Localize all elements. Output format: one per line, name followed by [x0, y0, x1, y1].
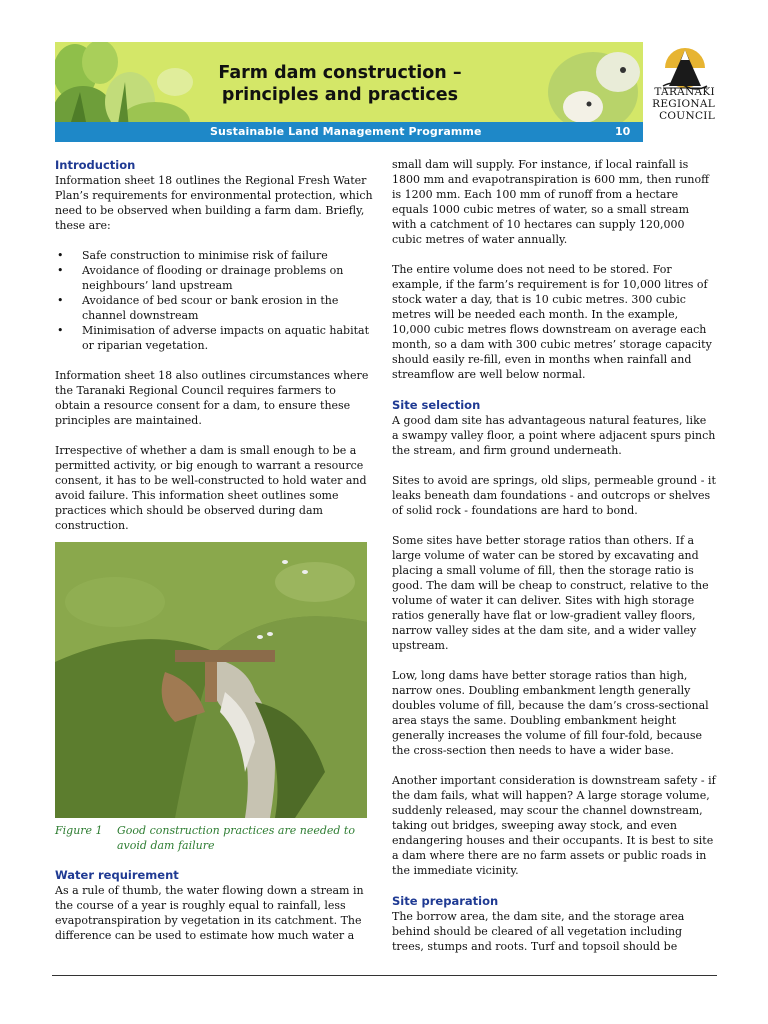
left-column — [55, 157, 373, 548]
principles-list — [55, 248, 373, 353]
programme-strip — [55, 122, 643, 142]
list-item: • Avoidance of bed scour or bank erosion in the channel downstream — [82, 293, 373, 323]
heading-site-preparation: Site preparation — [392, 894, 499, 908]
paragraph: A good dam site has advantageous natural features, like a swampy valley floor, a point where adjacent spurs pinch the stream, and firm ground underneath. — [392, 414, 716, 457]
paragraph: Low, long dams have better storage ratios than high, narrow ones. Doubling embankment length generally doubles volume of fill, because the dam’s cross-sectional area stays the same. Doubling embankment height generally increases the volume of fill four-fold, because the cross-section then needs to have a wider base. — [392, 669, 709, 757]
paragraph: The borrow area, the dam site, and the storage area behind should be cleared of all vegetation including trees, stumps and roots. Turf and topsoil should be — [392, 910, 685, 953]
heading-water-requirement: Water requirement — [55, 868, 179, 882]
list-item: • Minimisation of adverse impacts on aquatic habitat or riparian vegetation. — [82, 323, 373, 353]
heading-introduction: Introduction — [55, 158, 136, 172]
sheet-number: 10 — [615, 125, 631, 138]
stream-photo — [55, 542, 367, 818]
footer-rule — [52, 975, 717, 976]
paragraph: As a rule of thumb, the water flowing down a stream in the course of a year is roughly equal to rainfall, less evapotranspiration by vegetation in its catchment. The difference can be used to estimate how much water a — [55, 884, 364, 942]
paragraph: The entire volume does not need to be stored. For example, if the farm’s requirement is for 10,000 litres of stock water a day, that is 10 cubic metres. 300 cubic metres will be needed each month. In the example, 10,000 cubic metres flows downstream on average each month, so a dam with 300 cubic metres’ storage capacity should easily re-fill, even in months when rainfall and streamflow are well below normal. — [392, 263, 712, 381]
paragraph: Some sites have better storage ratios than others. If a large volume of water can be stored by excavating and placing a small volume of fill, then the storage ratio is good. The dam will be cheap to construct, relative to the volume of water it can deliver. Sites with high storage ratios generally have flat or low-gradient valley floors, narrow valley sides at the dam site, and a wider valley upstream. — [392, 534, 709, 652]
document-title — [205, 62, 475, 106]
paragraph: small dam will supply. For instance, if local rainfall is 1800 mm and evapotranspiration is 600 mm, then runoff is 1200 mm. Each 100 mm of runoff from a hectare equals 1000 cubic metres of water, so a small stream with a catchment of 10 hectares can supply 120,000 cubic metres of water annually. — [392, 158, 709, 246]
programme-name: Sustainable Land Management Programme — [210, 125, 482, 138]
paragraph: Information sheet 18 also outlines circumstances where the Taranaki Regional Council requires farmers to obtain a resource consent for a dam, to ensure these principles are maintained. — [55, 369, 369, 427]
figure-caption-text: Good construction practices are needed to avoid dam failure — [117, 824, 355, 852]
list-item: • Safe construction to minimise risk of failure — [82, 248, 373, 263]
figure-caption — [55, 823, 370, 852]
council-logo-text — [645, 86, 715, 122]
right-column — [392, 157, 716, 969]
figure-label: Figure 1 — [55, 824, 103, 837]
paragraph: Irrespective of whether a dam is small enough to be a permitted activity, or big enough to warrant a resource consent, it has to be well-constructed to hold water and avoid failure. This information sheet outlines some practices which should be observed during dam construction. — [55, 444, 367, 532]
logo-line-2: REGIONAL — [652, 98, 715, 110]
logo-line-1: TARANAKI — [654, 86, 715, 98]
paragraph: Another important consideration is downstream safety - if the dam fails, what will happen? A large storage volume, suddenly released, may scour the channel downstream, taking out bridges, sweeping away stock, and even endangering houses and their occupants. It is best to site a dam where there are no farm assets or public roads in the immediate vicinity. — [392, 774, 716, 877]
heading-site-selection: Site selection — [392, 398, 481, 412]
logo-line-3: COUNCIL — [659, 110, 715, 122]
title-line-1: Farm dam construction – — [218, 63, 462, 83]
paragraph: Information sheet 18 outlines the Regional Fresh Water Plan’s requirements for environmental protection, which need to be observed when building a farm dam. Briefly, these are: — [55, 174, 373, 232]
list-item: • Avoidance of flooding or drainage problems on neighbours’ land upstream — [82, 263, 373, 293]
paragraph: Sites to avoid are springs, old slips, permeable ground - it leaks beneath dam foundations - and outcrops or shelves of solid rock - foundations are hard to bond. — [392, 474, 716, 517]
water-section — [55, 867, 373, 958]
title-line-2: principles and practices — [221, 85, 459, 105]
